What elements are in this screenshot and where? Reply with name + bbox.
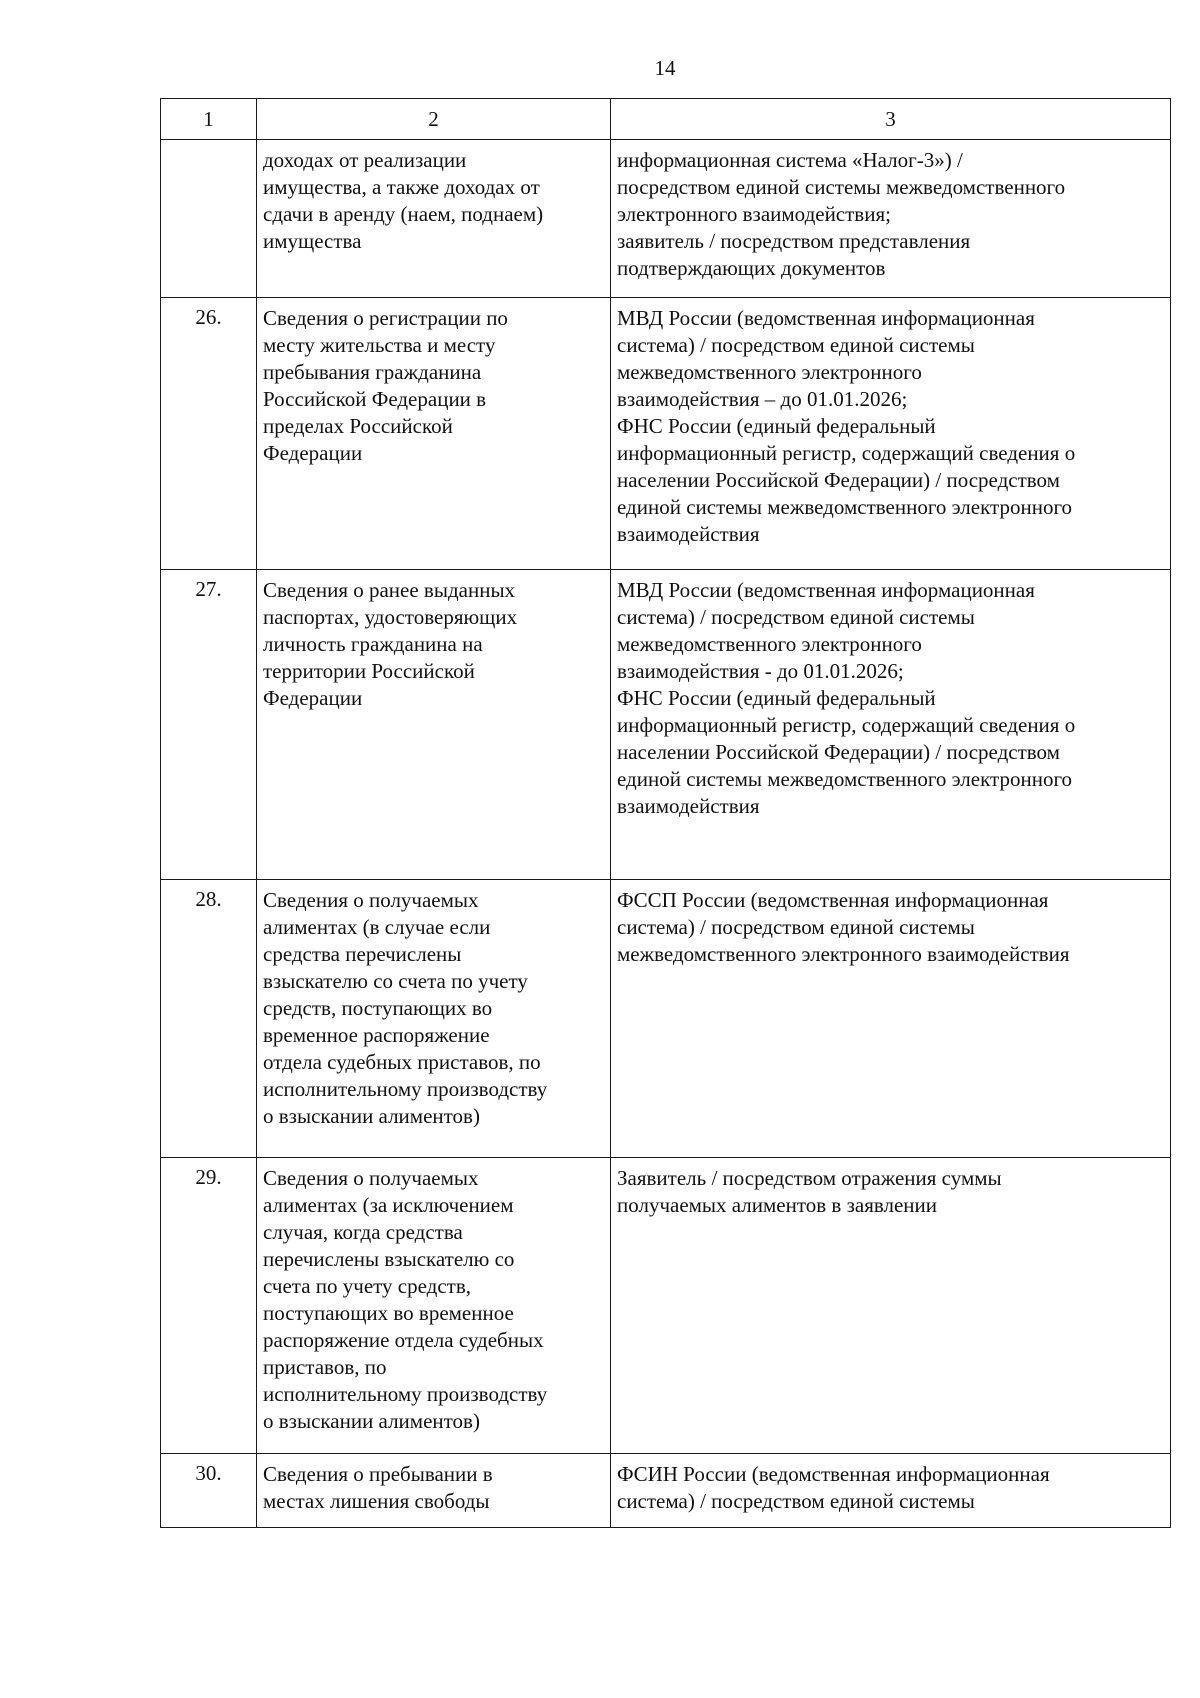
source-line: подтверждающих документов bbox=[617, 256, 886, 280]
description-line: исполнительному производству bbox=[263, 1077, 548, 1101]
description-line: о взыскании алиментов) bbox=[263, 1104, 480, 1128]
row-source bbox=[611, 140, 1171, 298]
services-table bbox=[160, 98, 1171, 1528]
description-line: пределах Российской bbox=[263, 414, 453, 438]
source-line: взаимодействия - до 01.01.2026; bbox=[617, 659, 904, 683]
row-number: 30. bbox=[161, 1454, 257, 1528]
description-line: взыскателю со счета по учету bbox=[263, 969, 528, 993]
description-line: отдела судебных приставов, по bbox=[263, 1050, 541, 1074]
row-number: 28. bbox=[161, 880, 257, 1158]
source-line: получаемых алиментов в заявлении bbox=[617, 1193, 938, 1217]
source-line: населении Российской Федерации) / посредством bbox=[617, 468, 1060, 492]
description-line: Федерации bbox=[263, 686, 363, 710]
description-line: Сведения о получаемых bbox=[263, 1166, 479, 1190]
description-line: алиментах (в случае если bbox=[263, 915, 491, 939]
description-line: Федерации bbox=[263, 441, 363, 465]
source-line: ФНС России (единый федеральный bbox=[617, 414, 936, 438]
source-line: межведомственного электронного bbox=[617, 360, 922, 384]
description-line: временное распоряжение bbox=[263, 1023, 490, 1047]
row-description bbox=[257, 1454, 611, 1528]
description-line: поступающих во временное bbox=[263, 1301, 514, 1325]
source-line: электронного взаимодействия; bbox=[617, 202, 891, 226]
source-line: межведомственного электронного bbox=[617, 632, 922, 656]
description-line: Сведения о пребывании в bbox=[263, 1462, 493, 1486]
source-line: единой системы межведомственного электронного bbox=[617, 767, 1073, 791]
source-line: посредством единой системы межведомственного bbox=[617, 175, 1066, 199]
description-line: местах лишения свободы bbox=[263, 1489, 490, 1513]
description-line: имущества bbox=[263, 229, 362, 253]
table-row bbox=[161, 570, 1171, 880]
source-line: МВД России (ведомственная информационная bbox=[617, 578, 1035, 602]
row-description bbox=[257, 298, 611, 570]
table-row bbox=[161, 1158, 1171, 1454]
row-number: 27. bbox=[161, 570, 257, 880]
row-description bbox=[257, 140, 611, 298]
source-line: взаимодействия – до 01.01.2026; bbox=[617, 387, 908, 411]
description-line: паспортах, удостоверяющих bbox=[263, 605, 518, 629]
description-line: личность гражданина на bbox=[263, 632, 483, 656]
row-source bbox=[611, 570, 1171, 880]
row-source bbox=[611, 298, 1171, 570]
table-row bbox=[161, 880, 1171, 1158]
row-number: 29. bbox=[161, 1158, 257, 1454]
source-line: информационный регистр, содержащий сведения о bbox=[617, 713, 1076, 737]
source-line: информационный регистр, содержащий сведения о bbox=[617, 441, 1076, 465]
column-header-3: 3 bbox=[611, 99, 1171, 140]
source-line: система) / посредством единой системы bbox=[617, 333, 975, 357]
source-line: информационная система «Налог-3») / bbox=[617, 148, 963, 172]
table-row bbox=[161, 1454, 1171, 1528]
source-line: система) / посредством единой системы bbox=[617, 915, 975, 939]
row-description bbox=[257, 880, 611, 1158]
description-line: Сведения о регистрации по bbox=[263, 306, 508, 330]
description-line: перечислены взыскателю со bbox=[263, 1247, 515, 1271]
column-header-1: 1 bbox=[161, 99, 257, 140]
source-line: межведомственного электронного взаимодействия bbox=[617, 942, 1070, 966]
source-line: взаимодействия bbox=[617, 522, 760, 546]
description-line: пребывания гражданина bbox=[263, 360, 482, 384]
source-line: единой системы межведомственного электронного bbox=[617, 495, 1073, 519]
description-line: Сведения о ранее выданных bbox=[263, 578, 516, 602]
row-source bbox=[611, 1158, 1171, 1454]
description-line: приставов, по bbox=[263, 1355, 387, 1379]
source-line: система) / посредством единой системы bbox=[617, 1489, 975, 1513]
source-line: взаимодействия bbox=[617, 794, 760, 818]
source-line: ФНС России (единый федеральный bbox=[617, 686, 936, 710]
source-line: система) / посредством единой системы bbox=[617, 605, 975, 629]
description-line: месту жительства и месту bbox=[263, 333, 496, 357]
row-number bbox=[161, 140, 257, 298]
description-line: алиментах (за исключением bbox=[263, 1193, 514, 1217]
source-line: заявитель / посредством представления bbox=[617, 229, 971, 253]
description-line: Российской Федерации в bbox=[263, 387, 487, 411]
source-line: населении Российской Федерации) / посредством bbox=[617, 740, 1060, 764]
description-line: Сведения о получаемых bbox=[263, 888, 479, 912]
description-line: средств, поступающих во bbox=[263, 996, 493, 1020]
source-line: ФСИН России (ведомственная информационная bbox=[617, 1462, 1050, 1486]
description-line: доходах от реализации bbox=[263, 148, 467, 172]
source-line: МВД России (ведомственная информационная bbox=[617, 306, 1035, 330]
description-line: о взыскании алиментов) bbox=[263, 1409, 480, 1433]
description-line: средства перечислены bbox=[263, 942, 462, 966]
source-line: ФССП России (ведомственная информационная bbox=[617, 888, 1049, 912]
row-description bbox=[257, 570, 611, 880]
row-number: 26. bbox=[161, 298, 257, 570]
table-header-row bbox=[161, 99, 1171, 140]
table-row bbox=[161, 298, 1171, 570]
row-description bbox=[257, 1158, 611, 1454]
description-line: исполнительному производству bbox=[263, 1382, 548, 1406]
page-number: 14 bbox=[654, 56, 676, 80]
table-row bbox=[161, 140, 1171, 298]
row-source bbox=[611, 880, 1171, 1158]
row-source bbox=[611, 1454, 1171, 1528]
source-line: Заявитель / посредством отражения суммы bbox=[617, 1166, 1002, 1190]
description-line: случая, когда средства bbox=[263, 1220, 463, 1244]
description-line: распоряжение отдела судебных bbox=[263, 1328, 544, 1352]
column-header-2: 2 bbox=[257, 99, 611, 140]
description-line: счета по учету средств, bbox=[263, 1274, 472, 1298]
description-line: сдачи в аренду (наем, поднаем) bbox=[263, 202, 544, 226]
description-line: имущества, а также доходах от bbox=[263, 175, 540, 199]
description-line: территории Российской bbox=[263, 659, 475, 683]
